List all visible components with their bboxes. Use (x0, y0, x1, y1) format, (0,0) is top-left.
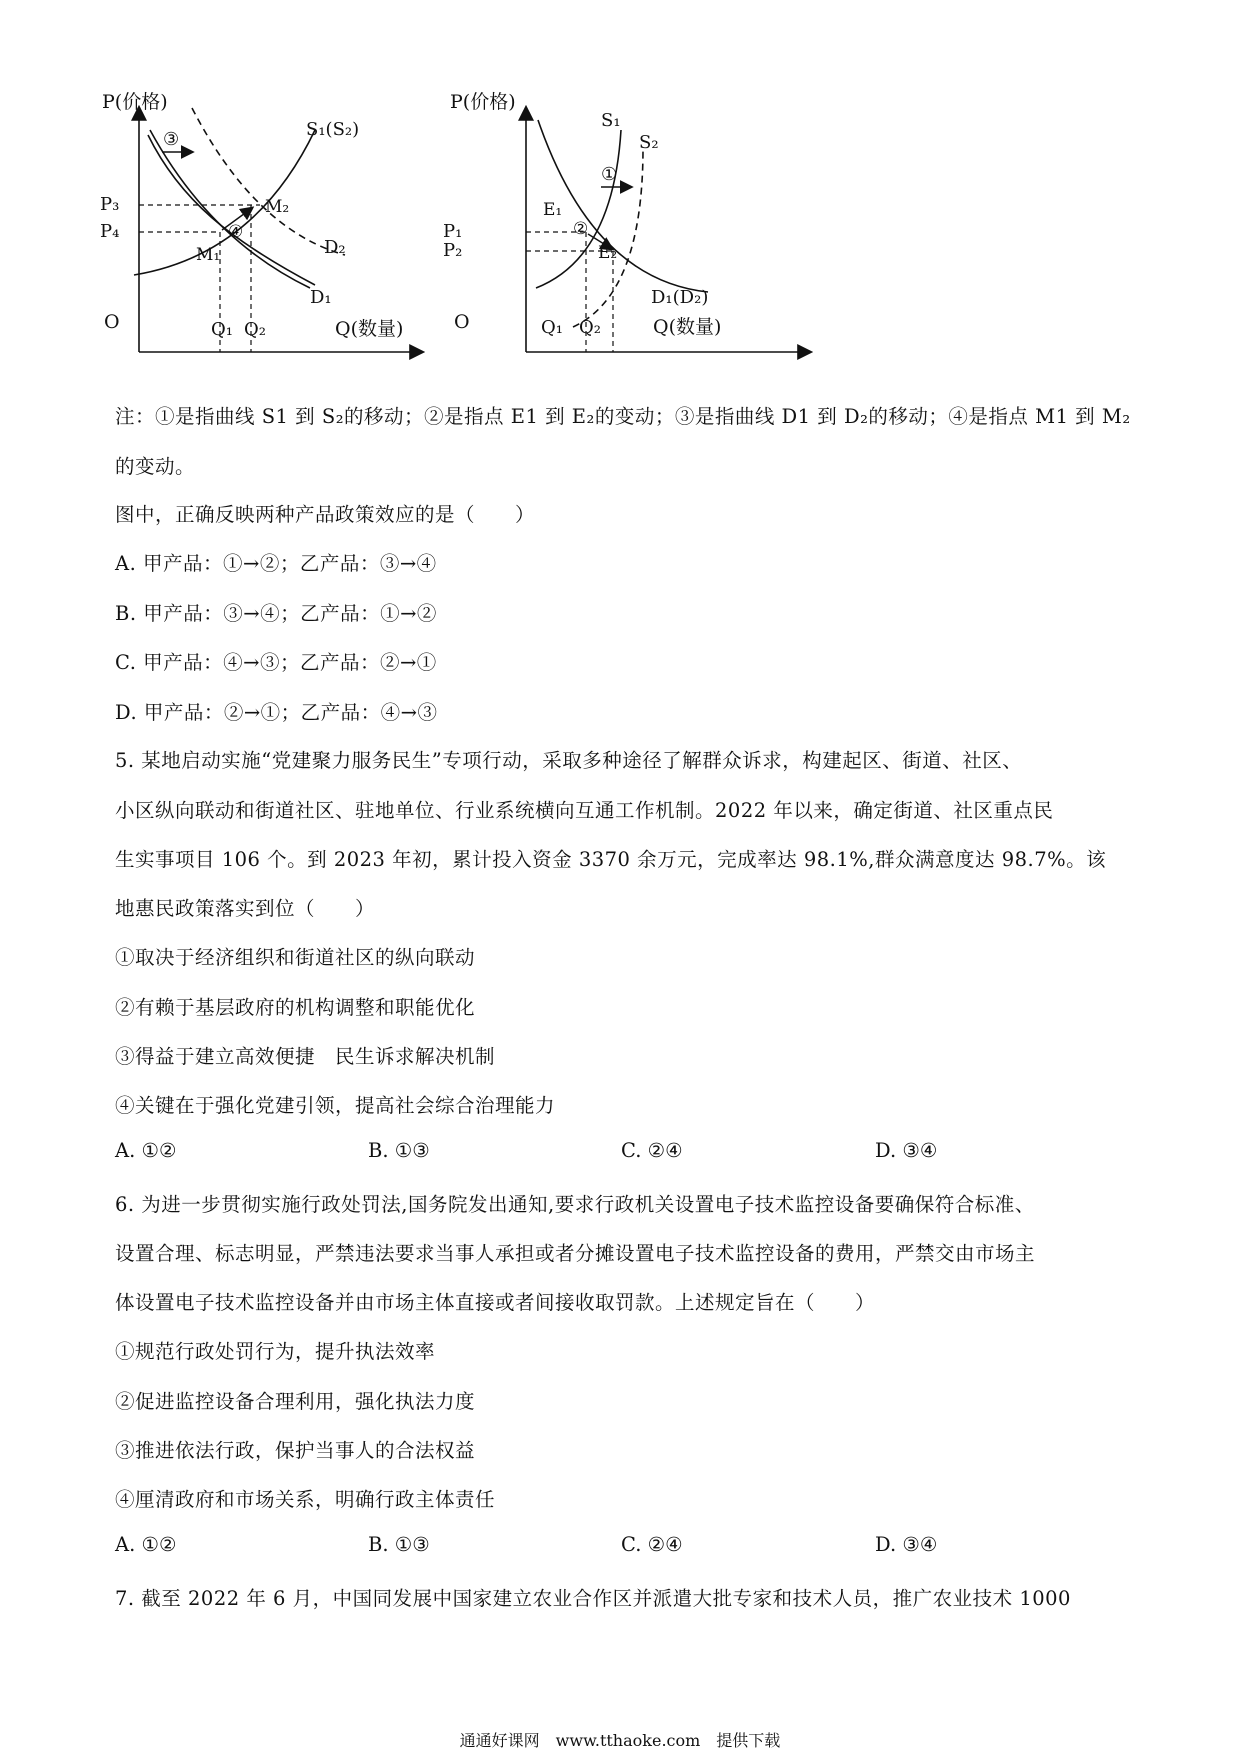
q2-label: Q₂ (244, 319, 266, 340)
d2-label: D₂ (324, 237, 346, 258)
supply-label: S₁(S₂) (306, 119, 360, 140)
question-4-stem: 图中，正确反映两种产品政策效应的是（ ） (115, 503, 536, 526)
question-6-option-b: B. ①③ (368, 1533, 430, 1556)
question-5-option-d: D. ③④ (875, 1139, 938, 1162)
question-6-option-c: C. ②④ (621, 1533, 683, 1556)
origin-label: O (104, 311, 120, 333)
diagram-right-svg (443, 90, 858, 390)
question-6-statement-3: ③推进依法行政，保护当事人的合法权益 (115, 1439, 476, 1462)
p-axis-label: P(价格) (102, 91, 168, 113)
question-4-option-c: C. 甲产品：④→③；乙产品：②→① (115, 651, 437, 674)
p-axis-label: P(价格) (450, 91, 516, 113)
question-6-option-d: D. ③④ (875, 1533, 938, 1556)
question-6-option-a: A. ①② (115, 1533, 177, 1556)
question-5-statement-4: ④关键在于强化党建引领，提高社会综合治理能力 (115, 1094, 556, 1117)
question-5-statement-3: ③得益于建立高效便捷 民生诉求解决机制 (115, 1045, 496, 1068)
question-5-statement-2: ②有赖于基层政府的机构调整和职能优化 (115, 996, 476, 1019)
question-6-statement-2: ②促进监控设备合理利用，强化执法力度 (115, 1390, 476, 1413)
p4-label: P₄ (100, 221, 120, 242)
e1-label: E₁ (543, 200, 563, 220)
supply-demand-diagram-left (100, 90, 470, 390)
question-7-line-1: 7. 截至 2022 年 6 月，中国同发展中国家建立农业合作区并派遣大批专家和技术人员，推广农业技术 1000 (115, 1587, 1071, 1610)
diagram-left-svg (100, 90, 470, 390)
question-5-option-c: C. ②④ (621, 1139, 683, 1162)
question-5-line-4: 地惠民政策落实到位（ ） (115, 897, 376, 920)
mark-4-label: ④ (228, 222, 244, 242)
question-4-option-a: A. 甲产品：①→②；乙产品：③→④ (115, 552, 437, 575)
s2-label: S₂ (639, 132, 659, 153)
demand-curve-d (538, 120, 708, 292)
note-line-2: 的变动。 (115, 455, 196, 478)
supply-demand-diagram-right (443, 90, 858, 390)
question-5-statement-1: ①取决于经济组织和街道社区的纵向联动 (115, 946, 476, 969)
question-6-line-2: 设置合理、标志明显，严禁违法要求当事人承担或者分摊设置电子技术监控设备的费用，严禁交由市场主 (115, 1242, 1036, 1265)
question-4-option-d: D. 甲产品：②→①；乙产品：④→③ (115, 701, 438, 724)
p1-label: P₁ (443, 221, 463, 242)
q1-label: Q₁ (211, 319, 233, 340)
q-axis-label: Q(数量) (335, 318, 404, 340)
mark-2-label: ② (573, 219, 589, 239)
p2-label: P₂ (443, 240, 463, 261)
question-5-line-1: 5. 某地启动实施“党建聚力服务民生”专项行动，采取多种途径了解群众诉求，构建起区、街道、社区、 (115, 749, 1023, 772)
origin-label: O (454, 311, 470, 333)
question-6-statement-4: ④厘清政府和市场关系，明确行政主体责任 (115, 1488, 496, 1511)
question-5-option-b: B. ①③ (368, 1139, 430, 1162)
q-axis-label: Q(数量) (653, 316, 722, 338)
demand-curve-d1-upper (148, 135, 315, 285)
question-6-line-1: 6. 为进一步贯彻实施行政处罚法,国务院发出通知,要求行政机关设置电子技术监控设备要确保符合标准、 (115, 1193, 1035, 1216)
question-6-line-3: 体设置电子技术监控设备并由市场主体直接或者间接收取罚款。上述规定旨在（ ） (115, 1291, 876, 1314)
mark-3-label: ③ (163, 129, 180, 150)
s1-label: S₁ (601, 110, 621, 131)
p3-label: P₃ (100, 194, 120, 215)
e2-label: E₂ (598, 243, 618, 263)
question-5-line-2: 小区纵向联动和街道社区、驻地单位、行业系统横向互通工作机制。2022 年以来，确定街道、社区重点民 (115, 799, 1054, 822)
q1-label: Q₁ (541, 317, 563, 338)
mark-1-label: ① (601, 164, 618, 185)
m2-label: M₂ (265, 197, 290, 217)
question-5-option-a: A. ①② (115, 1139, 177, 1162)
demand-label: D₁(D₂) (651, 287, 709, 308)
question-5-line-3: 生实事项目 106 个。到 2023 年初，累计投入资金 3370 余万元，完成率达 98.1%,群众满意度达 98.7%。该 (115, 848, 1107, 871)
d1-label: D₁ (310, 287, 332, 308)
m1-label: M₁ (196, 245, 221, 265)
q2-label: Q₂ (579, 317, 601, 338)
page-footer: 通通好课网 www.tthaoke.com 提供下载 (459, 1731, 781, 1750)
note-line-1: 注：①是指曲线 S1 到 S₂的移动；②是指点 E1 到 E₂的变动；③是指曲线 D1 到 D₂的移动；④是指点 M1 到 M₂ (115, 405, 1131, 428)
question-4-option-b: B. 甲产品：③→④；乙产品：①→② (115, 602, 437, 625)
question-6-statement-1: ①规范行政处罚行为，提升执法效率 (115, 1340, 436, 1363)
